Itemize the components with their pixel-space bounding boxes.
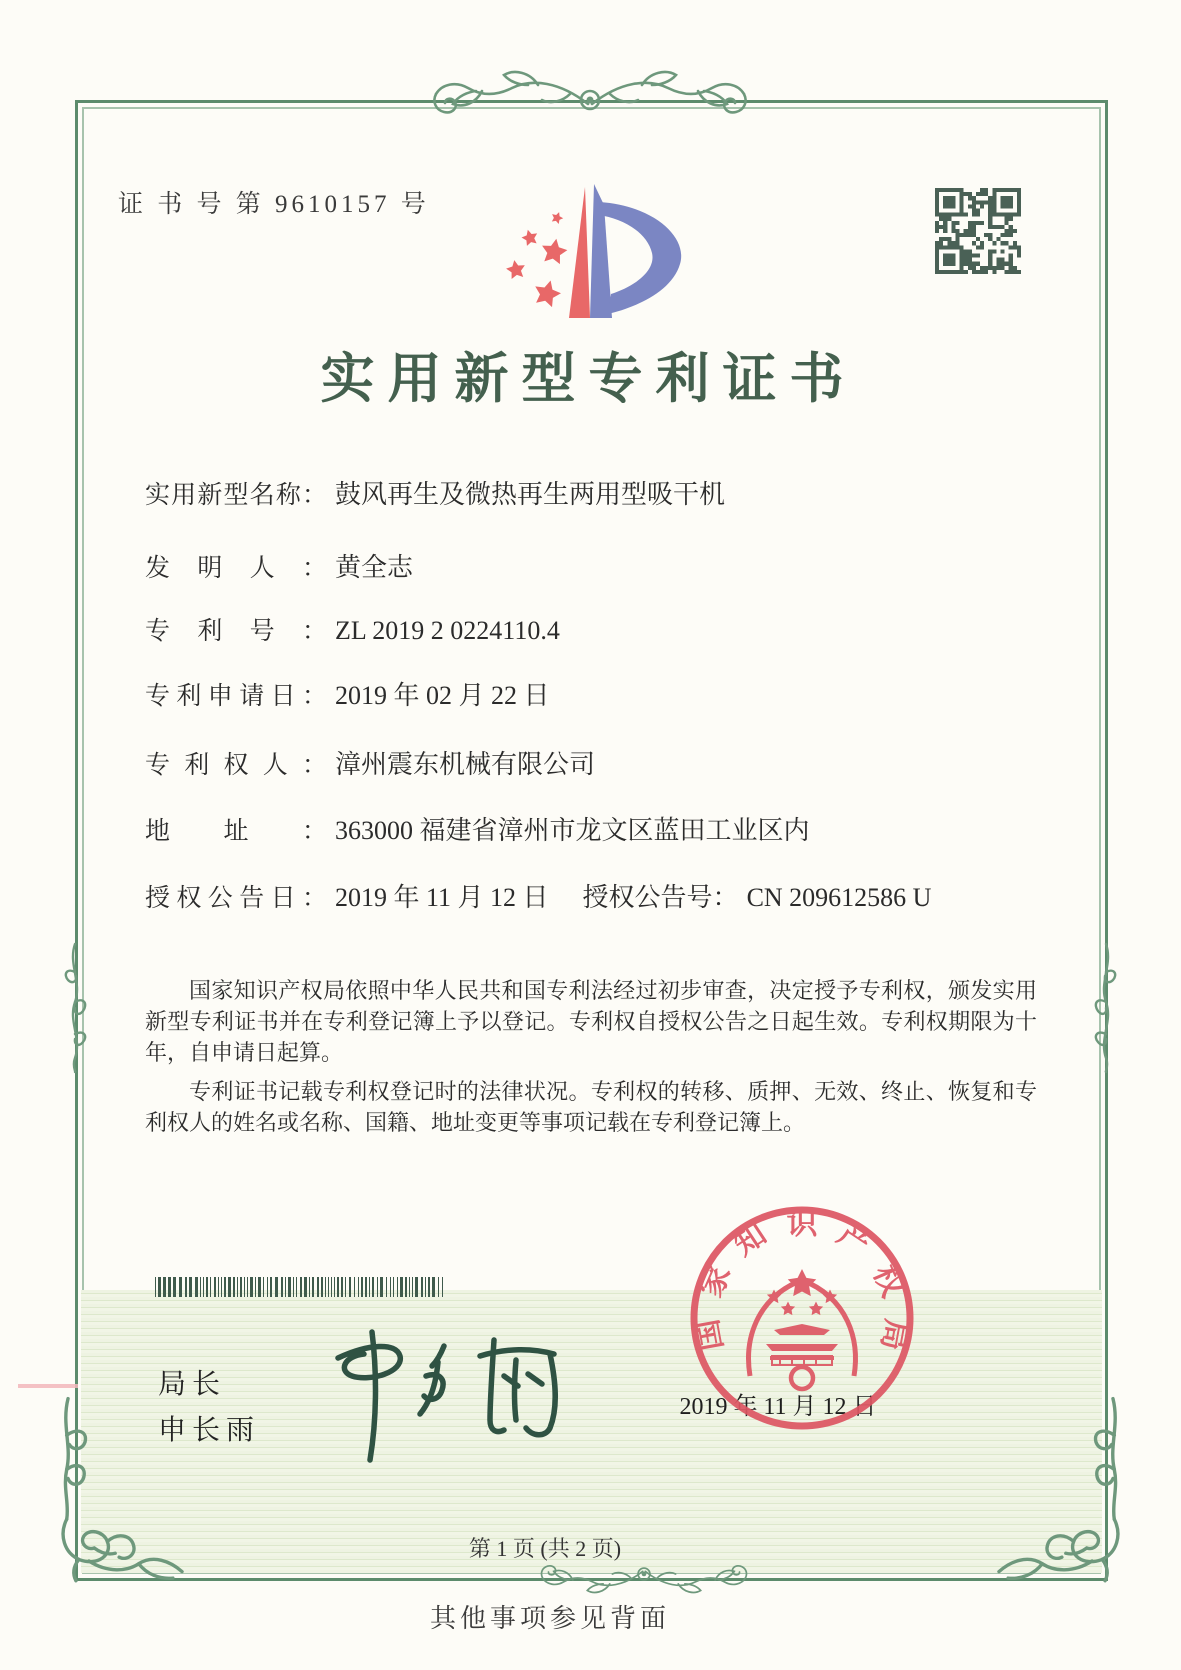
field-label: 授权公告日：	[145, 885, 327, 912]
field-row-patent-number	[145, 611, 1085, 647]
field-value: 2019 年 11 月 12 日	[335, 883, 549, 912]
field-row-inventor	[145, 547, 1085, 584]
page-info: 第 1 页 (共 2 页)	[468, 1536, 622, 1561]
officer-name: 申长雨	[158, 1415, 261, 1446]
seal-date: 2019 年 11 月 12 日	[679, 1394, 877, 1420]
floral-ornament-left-icon	[58, 942, 92, 1074]
field-value: ZL 2019 2 0224110.4	[335, 616, 560, 645]
field-value: 鼓风再生及微热再生两用型吸干机	[335, 480, 726, 509]
certificate-number: 证 书 号 第 9610157 号	[118, 191, 430, 218]
field-value: 363000 福建省漳州市龙文区蓝田工业区内	[335, 816, 810, 845]
handwritten-signature-icon	[320, 1328, 580, 1468]
field-row-address	[145, 810, 1085, 847]
legal-paragraph-1: 国家知识产权局依照中华人民共和国专利法经过初步审查，决定授予专利权，颁发实用新型专利证书并在专利登记簿上予以登记。专利权自授权公告之日起生效。专利权期限为十年，自申请日起算。	[145, 978, 1037, 1065]
field-row-name	[145, 474, 1085, 511]
field-label: 实用新型名称：	[145, 482, 327, 509]
floral-ornament-corner-right-icon	[979, 1396, 1129, 1586]
floral-ornament-corner-left-icon	[52, 1396, 202, 1586]
field-label: 专利权人：	[145, 752, 327, 779]
officer-title: 局长	[158, 1369, 227, 1400]
qr-code-icon	[935, 188, 1021, 274]
field-row-patentee	[145, 744, 1085, 781]
floral-ornament-top-icon	[420, 58, 760, 142]
scan-artifact	[18, 1384, 78, 1388]
seal-agency-text: 国家知识产权局	[689, 1205, 915, 1354]
field-label: 专利号：	[145, 618, 327, 645]
barcode-icon	[155, 1277, 450, 1297]
field-label: 发明人：	[145, 555, 327, 582]
floral-ornament-bottom-icon	[532, 1528, 756, 1620]
grant-number-value: CN 209612586 U	[746, 883, 932, 912]
official-seal-icon	[662, 1178, 942, 1458]
field-label: 地址：	[145, 818, 327, 845]
field-value: 2019 年 02 月 22 日	[335, 681, 550, 710]
field-value: 漳州震东机械有限公司	[335, 750, 596, 779]
field-row-filing-date	[145, 675, 1085, 712]
floral-ornament-right-icon	[1089, 942, 1123, 1074]
cnipa-logo-icon	[450, 150, 700, 330]
national-emblem-icon	[749, 1269, 856, 1389]
legal-text-block	[145, 975, 1037, 1138]
field-value: 黄全志	[335, 553, 414, 582]
legal-paragraph-2: 专利证书记载专利权登记时的法律状况。专利权的转移、质押、无效、终止、恢复和专利权人的姓名或名称、国籍、地址变更等事项记载在专利登记簿上。	[145, 1079, 1037, 1135]
certificate-title: 实用新型专利证书	[320, 349, 857, 409]
grant-number-label: 授权公告号：	[582, 883, 739, 912]
back-note: 其他事项参见背面	[430, 1604, 671, 1633]
field-row-grant-date	[145, 877, 1085, 914]
field-label: 专利申请日：	[145, 683, 327, 710]
